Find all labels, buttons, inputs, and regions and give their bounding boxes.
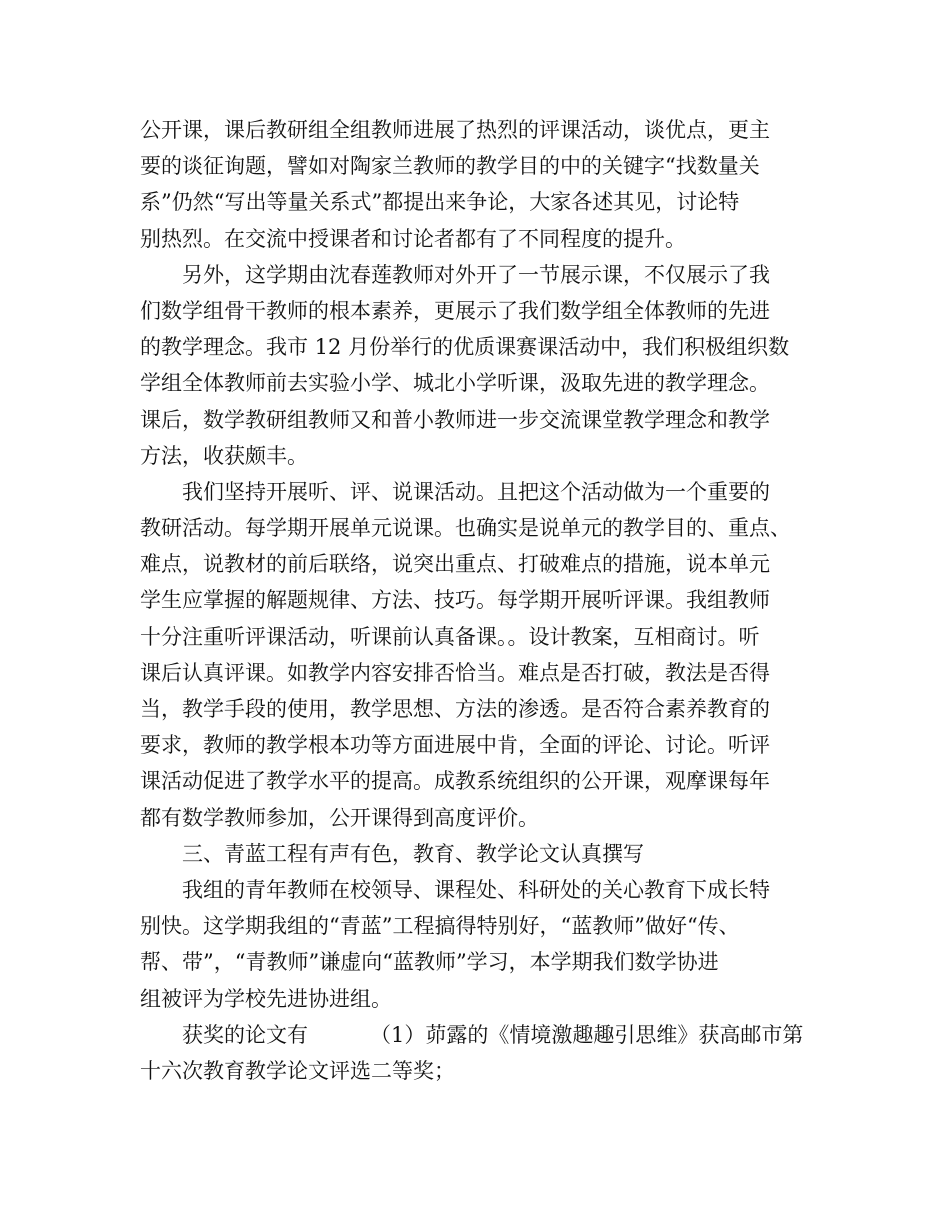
text-line: 十六次教育教学论文评选二等奖； [140,1058,455,1083]
text-line: 公开课，课后教研组全组教师进展了热烈的评课活动，谈优点，更主 [140,118,770,142]
text-line: 课后认真评课。如教学内容安排否恰当。难点是否打破，教法是否得 [140,660,770,685]
text-line: 别快。这学期我组的“青蓝”工程搞得特别好，“蓝教师”做好“传、 [140,914,740,939]
paragraph-first-line: 另外，这学期由沈春莲教师对外开了一节展示课，不仅展示了我 [182,262,770,287]
text-line: 难点，说教材的前后联络，说突出重点、打破难点的措施，说本单元 [140,552,770,577]
text-line: 都有数学教师参加，公开课得到高度评价。 [140,805,539,830]
paragraph-first-line: 我组的青年教师在校领导、课程处、科研处的关心教育下成长特 [182,877,770,902]
award-label: 获奖的论文有 [182,1022,308,1047]
text-line: 课活动促进了教学水平的提高。成教系统组织的公开课，观摩课每年 [140,769,770,794]
text-line: 要的谈征询题，譬如对陶家兰教师的教学目的中的关键字“找数量关 [140,154,760,179]
text-line: 方法，收获颇丰。 [140,443,308,468]
text-line: 教研活动。每学期开展单元说课。也确实是说单元的教学目的、重点、 [140,516,791,541]
document-body [140,112,820,1089]
section-heading: 三、青蓝工程有声有色，教育、教学论文认真撰写 [182,841,644,866]
text-line: 当，教学手段的使用，教学思想、方法的渗透。是否符合素养教育的 [140,697,770,721]
text-line: 学生应掌握的解题规律、方法、技巧。每学期开展听评课。我组教师 [140,588,770,613]
paragraph-first-line: 我们坚持开展听、评、说课活动。且把这个活动做为一个重要的 [182,479,770,504]
text-line: 系”仍然“写出等量关系式”都提出来争论，大家各述其见，讨论特 [140,190,740,215]
text-line: 们数学组骨干教师的根本素养，更展示了我们数学组全体教师的先进 [140,298,770,323]
text-line: 要求，教师的教学根本功等方面进展中肯，全面的评论、讨论。听评 [140,733,770,758]
text-line: 十分注重听评课活动，听课前认真备课。。设计教案，互相商讨。听 [140,624,760,649]
text-line: 学组全体教师前去实验小学、城北小学听课，汲取先进的教学理念。 [140,371,770,396]
award-item: （1）茆露的《情境激趣趣引思维》获高邮市第 [370,1022,804,1047]
text-line: 的教学理念。我市 12 月份举行的优质课赛课活动中，我们积极组织数 [140,335,790,360]
text-line: 组被评为学校先进协进组。 [140,986,392,1011]
award-line [140,1017,820,1053]
text-line: 别热烈。在交流中授课者和讨论者都有了不同程度的提升。 [140,226,686,251]
text-line: 帮、带”，“青教师”谦虚向“蓝教师”学习，本学期我们数学协进 [140,950,719,975]
text-line: 课后，数学教研组教师又和普小教师进一步交流课堂教学理念和教学 [140,407,770,432]
